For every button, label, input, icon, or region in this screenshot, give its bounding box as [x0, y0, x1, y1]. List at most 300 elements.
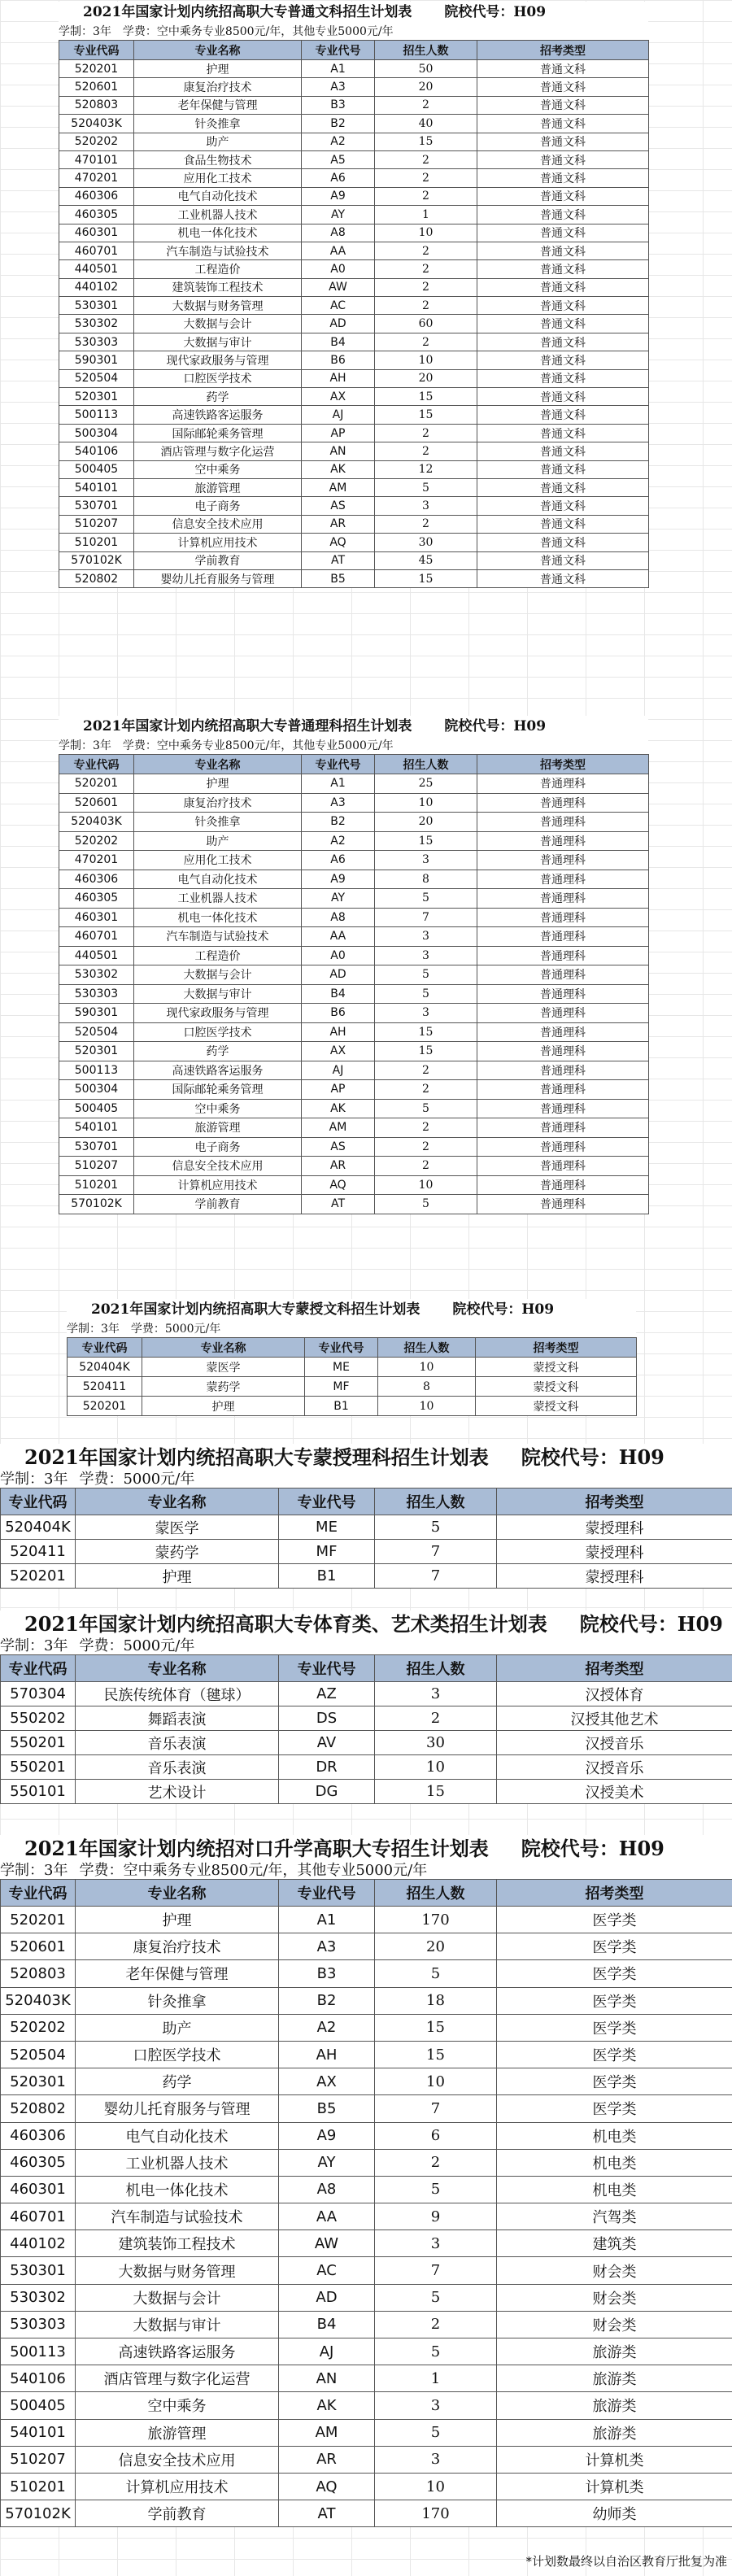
- column-header-type: 招考类型: [477, 41, 649, 60]
- cell-type: 汉授体育: [497, 1682, 732, 1706]
- table-row: [59, 946, 649, 965]
- cell-code: 520301: [1, 2068, 76, 2095]
- table-row: [59, 831, 649, 851]
- cell-mcode: AP: [302, 1080, 375, 1100]
- cell-mcode: AM: [279, 2419, 375, 2446]
- cell-type: 普通文科: [477, 406, 649, 424]
- column-header-count: 招生人数: [378, 1338, 476, 1358]
- cell-count: 20: [375, 1933, 497, 1960]
- cell-major: 电子商务: [134, 497, 302, 515]
- cell-major: 机电一体化技术: [76, 2176, 279, 2203]
- table-row: [59, 889, 649, 909]
- cell-major: 大数据与会计: [134, 965, 302, 985]
- cell-code: 520404K: [1, 1515, 76, 1540]
- column-header-code: 专业代码: [1, 1655, 76, 1682]
- cell-major: 汽车制造与试验技术: [134, 242, 302, 259]
- cell-major: 学前教育: [134, 1195, 302, 1214]
- cell-type: 普通理科: [477, 774, 649, 794]
- table-row: [1, 2338, 732, 2365]
- cell-major: 大数据与会计: [76, 2284, 279, 2311]
- cell-type: 普通文科: [477, 369, 649, 387]
- cell-type: 医学类: [497, 2041, 732, 2068]
- table-row: [59, 1175, 649, 1195]
- table-row: [59, 369, 649, 387]
- cell-code: 570102K: [59, 1195, 134, 1214]
- cell-type: 幼师类: [497, 2500, 732, 2527]
- table-meta: [67, 1321, 636, 1337]
- cell-major: 计算机应用技术: [76, 2473, 279, 2500]
- cell-major: 音乐表演: [76, 1731, 279, 1755]
- cell-count: 2: [375, 1080, 477, 1100]
- cell-type: 机电类: [497, 2176, 732, 2203]
- cell-mcode: A3: [302, 793, 375, 813]
- cell-code: 520201: [59, 60, 134, 78]
- cell-mcode: AK: [302, 460, 375, 478]
- cell-type: 财会类: [497, 2257, 732, 2284]
- cell-mcode: DS: [279, 1706, 375, 1731]
- column-header-count: 招生人数: [375, 1880, 497, 1907]
- cell-mcode: A9: [302, 187, 375, 205]
- column-header-code: 专业代码: [1, 1880, 76, 1907]
- table-row: [1, 2500, 732, 2527]
- cell-count: 15: [375, 133, 477, 150]
- cell-major: 助产: [134, 133, 302, 150]
- cell-code: 520601: [59, 78, 134, 96]
- cell-count: 2: [375, 333, 477, 351]
- cell-code: 520201: [1, 1907, 76, 1933]
- cell-major: 空中乘务: [76, 2392, 279, 2419]
- cell-mcode: AX: [279, 2068, 375, 2095]
- cell-major: 康复治疗技术: [76, 1933, 279, 1960]
- cell-count: 9: [375, 2203, 497, 2230]
- table-row: [1, 2230, 732, 2257]
- cell-type: 普通理科: [477, 1061, 649, 1080]
- cell-code: 550101: [1, 1780, 76, 1804]
- cell-major: 音乐表演: [76, 1755, 279, 1780]
- plan-table-6: [0, 1835, 732, 2527]
- cell-count: 2: [375, 278, 477, 296]
- table-meta: [0, 1471, 732, 1488]
- cell-type: 普通文科: [477, 297, 649, 315]
- cell-type: 普通理科: [477, 965, 649, 985]
- cell-mcode: AH: [279, 2041, 375, 2068]
- cell-count: 2: [375, 424, 477, 442]
- table-row: [59, 424, 649, 442]
- table-row: [59, 278, 649, 296]
- cell-type: 普通理科: [477, 1022, 649, 1042]
- cell-count: 6: [375, 2122, 497, 2149]
- cell-type: 财会类: [497, 2311, 732, 2338]
- cell-type: 建筑类: [497, 2230, 732, 2257]
- table-row: [59, 984, 649, 1004]
- cell-code: 540106: [1, 2365, 76, 2392]
- cell-code: 520301: [59, 1042, 134, 1061]
- cell-mcode: A1: [279, 1907, 375, 1933]
- cell-mcode: AV: [279, 1731, 375, 1755]
- table-row: [1, 1706, 732, 1731]
- cell-type: 旅游类: [497, 2419, 732, 2446]
- cell-major: 大数据与财务管理: [134, 297, 302, 315]
- cell-mcode: A5: [302, 150, 375, 168]
- table-row: [1, 2392, 732, 2419]
- cell-major: 康复治疗技术: [134, 793, 302, 813]
- cell-code: 440501: [59, 260, 134, 278]
- cell-count: 8: [375, 870, 477, 889]
- column-header-mcode: 专业代号: [279, 1880, 375, 1907]
- cell-type: 普通文科: [477, 115, 649, 133]
- cell-code: 460306: [59, 870, 134, 889]
- cell-type: 普通文科: [477, 315, 649, 333]
- cell-code: 520202: [59, 831, 134, 851]
- cell-type: 普通理科: [477, 1195, 649, 1214]
- cell-count: 5: [375, 984, 477, 1004]
- table-row: [1, 1780, 732, 1804]
- cell-mcode: A2: [302, 831, 375, 851]
- table-row: [59, 908, 649, 927]
- cell-mcode: AA: [302, 242, 375, 259]
- table-row: [1, 2257, 732, 2284]
- cell-count: 10: [375, 2473, 497, 2500]
- cell-code: 530303: [59, 984, 134, 1004]
- cell-code: 520802: [59, 569, 134, 587]
- cell-count: 45: [375, 551, 477, 569]
- table-row: [1, 2122, 732, 2149]
- cell-major: 旅游管理: [134, 478, 302, 496]
- table-row: [1, 2068, 732, 2095]
- cell-code: 520411: [68, 1377, 142, 1397]
- table-row: [59, 315, 649, 333]
- cell-code: 470201: [59, 851, 134, 870]
- table-row: [1, 1907, 732, 1933]
- cell-mcode: AX: [302, 388, 375, 406]
- table-row: [59, 515, 649, 533]
- cell-count: 10: [375, 1175, 477, 1195]
- cell-type: 普通文科: [477, 333, 649, 351]
- cell-mcode: B6: [302, 1004, 375, 1023]
- cell-major: 建筑装饰工程技术: [76, 2230, 279, 2257]
- school-code: 院校代号：H09: [444, 4, 547, 20]
- cell-major: 食品生物技术: [134, 150, 302, 168]
- table-row: [59, 388, 649, 406]
- cell-mcode: AJ: [279, 2338, 375, 2365]
- cell-code: 520601: [1, 1933, 76, 1960]
- cell-mcode: A8: [302, 908, 375, 927]
- cell-code: 570102K: [1, 2500, 76, 2527]
- column-header-code: 专业代码: [59, 755, 134, 774]
- cell-code: 530301: [1, 2257, 76, 2284]
- cell-major: 大数据与审计: [134, 984, 302, 1004]
- table-row: [59, 813, 649, 832]
- cell-major: 工业机器人技术: [76, 2149, 279, 2176]
- cell-count: 5: [375, 1515, 497, 1540]
- table-row: [59, 870, 649, 889]
- cell-type: 普通理科: [477, 1137, 649, 1157]
- cell-type: 普通理科: [477, 908, 649, 927]
- cell-count: 15: [375, 406, 477, 424]
- column-header-type: 招考类型: [497, 1880, 732, 1907]
- cell-major: 护理: [76, 1564, 279, 1589]
- cell-major: 康复治疗技术: [134, 78, 302, 96]
- table-row: [59, 1099, 649, 1118]
- table-row: [1, 2473, 732, 2500]
- cell-type: 蒙授文科: [476, 1377, 637, 1397]
- table-row: [59, 115, 649, 133]
- cell-mcode: AH: [302, 1022, 375, 1042]
- cell-count: 5: [375, 1099, 477, 1118]
- cell-type: 普通理科: [477, 1004, 649, 1023]
- table-row: [59, 793, 649, 813]
- table-title: 2021年国家计划内统招高职大专蒙授理科招生计划表: [24, 1445, 489, 1469]
- cell-code: 530303: [59, 333, 134, 351]
- cell-major: 药学: [134, 1042, 302, 1061]
- column-header-mcode: 专业代号: [302, 41, 375, 60]
- cell-count: 3: [375, 1004, 477, 1023]
- cell-major: 计算机应用技术: [134, 534, 302, 551]
- cell-count: 2: [375, 1706, 497, 1731]
- cell-count: 15: [375, 831, 477, 851]
- table-row: [59, 242, 649, 259]
- school-code: 院校代号：H09: [521, 1837, 664, 1860]
- table-row: [59, 460, 649, 478]
- cell-code: 460701: [1, 2203, 76, 2230]
- cell-mcode: B5: [302, 569, 375, 587]
- cell-mcode: B3: [302, 96, 375, 114]
- cell-mcode: A1: [302, 774, 375, 794]
- cell-count: 5: [375, 1195, 477, 1214]
- cell-count: 40: [375, 115, 477, 133]
- table-row: [59, 260, 649, 278]
- column-header-count: 招生人数: [375, 41, 477, 60]
- cell-mcode: A8: [302, 224, 375, 242]
- cell-type: 旅游类: [497, 2338, 732, 2365]
- column-header-major: 专业名称: [76, 1489, 279, 1515]
- table-title-row: [0, 1835, 732, 1863]
- cell-count: 15: [375, 1022, 477, 1042]
- cell-code: 510201: [1, 2473, 76, 2500]
- table-meta: [59, 24, 648, 40]
- table-row: [59, 1195, 649, 1214]
- cell-code: 440102: [59, 278, 134, 296]
- cell-major: 机电一体化技术: [134, 908, 302, 927]
- cell-type: 普通文科: [477, 60, 649, 78]
- cell-type: 汉授其他艺术: [497, 1706, 732, 1731]
- table-title-row: [59, 2, 648, 24]
- study-length: 学制：3年: [0, 1471, 68, 1488]
- cell-type: 计算机类: [497, 2446, 732, 2473]
- table-title: 2021年国家计划内统招高职大专普通文科招生计划表: [83, 4, 412, 20]
- cell-mcode: A2: [279, 2014, 375, 2041]
- cell-count: 20: [375, 813, 477, 832]
- cell-mcode: A8: [279, 2176, 375, 2203]
- cell-major: 国际邮轮乘务管理: [134, 1080, 302, 1100]
- table-row: [1, 2149, 732, 2176]
- cell-code: 510207: [59, 515, 134, 533]
- cell-mcode: A6: [302, 851, 375, 870]
- cell-type: 医学类: [497, 1933, 732, 1960]
- cell-major: 药学: [134, 388, 302, 406]
- cell-count: 20: [375, 78, 477, 96]
- cell-code: 500405: [59, 1099, 134, 1118]
- cell-code: 540101: [59, 478, 134, 496]
- cell-code: 460301: [1, 2176, 76, 2203]
- cell-code: 500304: [59, 1080, 134, 1100]
- cell-type: 普通文科: [477, 351, 649, 369]
- cell-mcode: B3: [279, 1960, 375, 1987]
- cell-code: 520201: [1, 1564, 76, 1589]
- cell-code: 440501: [59, 946, 134, 965]
- cell-type: 普通理科: [477, 793, 649, 813]
- school-code: 院校代号：H09: [579, 1612, 723, 1636]
- cell-code: 530302: [1, 2284, 76, 2311]
- table-row: [59, 169, 649, 187]
- table-row: [59, 851, 649, 870]
- cell-code: 510201: [59, 534, 134, 551]
- cell-mcode: AN: [302, 442, 375, 460]
- cell-count: 12: [375, 460, 477, 478]
- cell-code: 470201: [59, 169, 134, 187]
- tuition-fee: 学费：空中乘务专业8500元/年，其他专业5000元/年: [122, 25, 394, 38]
- cell-mcode: B2: [302, 813, 375, 832]
- cell-mcode: AD: [302, 965, 375, 985]
- cell-mcode: AT: [302, 1195, 375, 1214]
- cell-type: 普通理科: [477, 831, 649, 851]
- cell-type: 普通文科: [477, 478, 649, 496]
- table-row: [59, 1061, 649, 1080]
- table-row: [1, 2176, 732, 2203]
- cell-code: 520504: [59, 369, 134, 387]
- table-row: [59, 1157, 649, 1176]
- cell-type: 汉授美术: [497, 1780, 732, 1804]
- table-row: [59, 1004, 649, 1023]
- cell-count: 2: [375, 2149, 497, 2176]
- cell-major: 工业机器人技术: [134, 206, 302, 224]
- cell-code: 520201: [59, 774, 134, 794]
- cell-major: 护理: [142, 1397, 305, 1416]
- cell-code: 460306: [1, 2122, 76, 2149]
- school-code: 院校代号：H09: [444, 718, 547, 734]
- cell-mcode: B5: [279, 2095, 375, 2122]
- cell-mcode: AC: [279, 2257, 375, 2284]
- cell-code: 520404K: [68, 1358, 142, 1377]
- table-row: [59, 150, 649, 168]
- table-row: [59, 224, 649, 242]
- cell-count: 30: [375, 534, 477, 551]
- cell-mcode: AS: [302, 497, 375, 515]
- column-header-major: 专业名称: [142, 1338, 305, 1358]
- enrollment-table: [59, 754, 649, 1214]
- cell-major: 汽车制造与试验技术: [76, 2203, 279, 2230]
- tuition-fee: 学费：5000元/年: [130, 1323, 221, 1336]
- cell-type: 医学类: [497, 2014, 732, 2041]
- cell-count: 5: [375, 889, 477, 909]
- cell-count: 2: [375, 1157, 477, 1176]
- cell-major: 学前教育: [76, 2500, 279, 2527]
- cell-major: 婴幼儿托育服务与管理: [76, 2095, 279, 2122]
- cell-type: 汽驾类: [497, 2203, 732, 2230]
- table-row: [59, 965, 649, 985]
- cell-major: 空中乘务: [134, 460, 302, 478]
- cell-type: 蒙授文科: [476, 1397, 637, 1416]
- cell-mcode: B2: [302, 115, 375, 133]
- cell-major: 工程造价: [134, 260, 302, 278]
- table-row: [1, 1564, 732, 1589]
- cell-mcode: B2: [279, 1987, 375, 2014]
- cell-code: 460301: [59, 224, 134, 242]
- cell-code: 520403K: [59, 813, 134, 832]
- cell-type: 普通文科: [477, 169, 649, 187]
- cell-major: 应用化工技术: [134, 851, 302, 870]
- cell-mcode: AJ: [302, 406, 375, 424]
- cell-type: 普通理科: [477, 984, 649, 1004]
- cell-type: 普通文科: [477, 96, 649, 114]
- cell-major: 蒙医学: [76, 1515, 279, 1540]
- cell-mcode: AR: [302, 1157, 375, 1176]
- table-row: [1, 1540, 732, 1564]
- cell-code: 540106: [59, 442, 134, 460]
- cell-major: 信息安全技术应用: [76, 2446, 279, 2473]
- cell-major: 计算机应用技术: [134, 1175, 302, 1195]
- tuition-fee: 学费：空中乘务专业8500元/年，其他专业5000元/年: [122, 739, 394, 752]
- cell-count: 7: [375, 908, 477, 927]
- cell-code: 520601: [59, 793, 134, 813]
- column-header-mcode: 专业代号: [305, 1338, 378, 1358]
- cell-major: 电气自动化技术: [134, 187, 302, 205]
- cell-major: 针灸推拿: [134, 115, 302, 133]
- cell-count: 10: [375, 351, 477, 369]
- cell-count: 3: [375, 1682, 497, 1706]
- cell-code: 550201: [1, 1731, 76, 1755]
- cell-mcode: AR: [302, 515, 375, 533]
- table-row: [1, 2095, 732, 2122]
- column-header-count: 招生人数: [375, 755, 477, 774]
- cell-mcode: AW: [279, 2230, 375, 2257]
- cell-major: 护理: [76, 1907, 279, 1933]
- cell-code: 440102: [1, 2230, 76, 2257]
- table-row: [59, 351, 649, 369]
- cell-code: 520803: [59, 96, 134, 114]
- cell-count: 10: [375, 1755, 497, 1780]
- cell-mcode: B4: [279, 2311, 375, 2338]
- cell-code: 500304: [59, 424, 134, 442]
- cell-type: 普通文科: [477, 78, 649, 96]
- cell-count: 2: [375, 150, 477, 168]
- cell-mcode: AW: [302, 278, 375, 296]
- table-meta: [0, 1863, 732, 1879]
- cell-type: 机电类: [497, 2122, 732, 2149]
- cell-major: 助产: [76, 2014, 279, 2041]
- table-row: [1, 2446, 732, 2473]
- cell-type: 计算机类: [497, 2473, 732, 2500]
- column-header-major: 专业名称: [76, 1655, 279, 1682]
- table-row: [1, 2041, 732, 2068]
- cell-count: 2: [375, 1137, 477, 1157]
- cell-mcode: A0: [302, 260, 375, 278]
- cell-type: 普通理科: [477, 946, 649, 965]
- column-header-mcode: 专业代号: [279, 1655, 375, 1682]
- column-header-code: 专业代码: [68, 1338, 142, 1358]
- table-row: [1, 1987, 732, 2014]
- cell-count: 3: [375, 2446, 497, 2473]
- cell-type: 普通文科: [477, 206, 649, 224]
- cell-code: 520504: [59, 1022, 134, 1042]
- cell-major: 老年保健与管理: [134, 96, 302, 114]
- cell-count: 170: [375, 1907, 497, 1933]
- cell-count: 2: [375, 2311, 497, 2338]
- cell-code: 500113: [59, 406, 134, 424]
- header-row: [1, 1489, 732, 1515]
- cell-major: 机电一体化技术: [134, 224, 302, 242]
- column-header-code: 专业代码: [1, 1489, 76, 1515]
